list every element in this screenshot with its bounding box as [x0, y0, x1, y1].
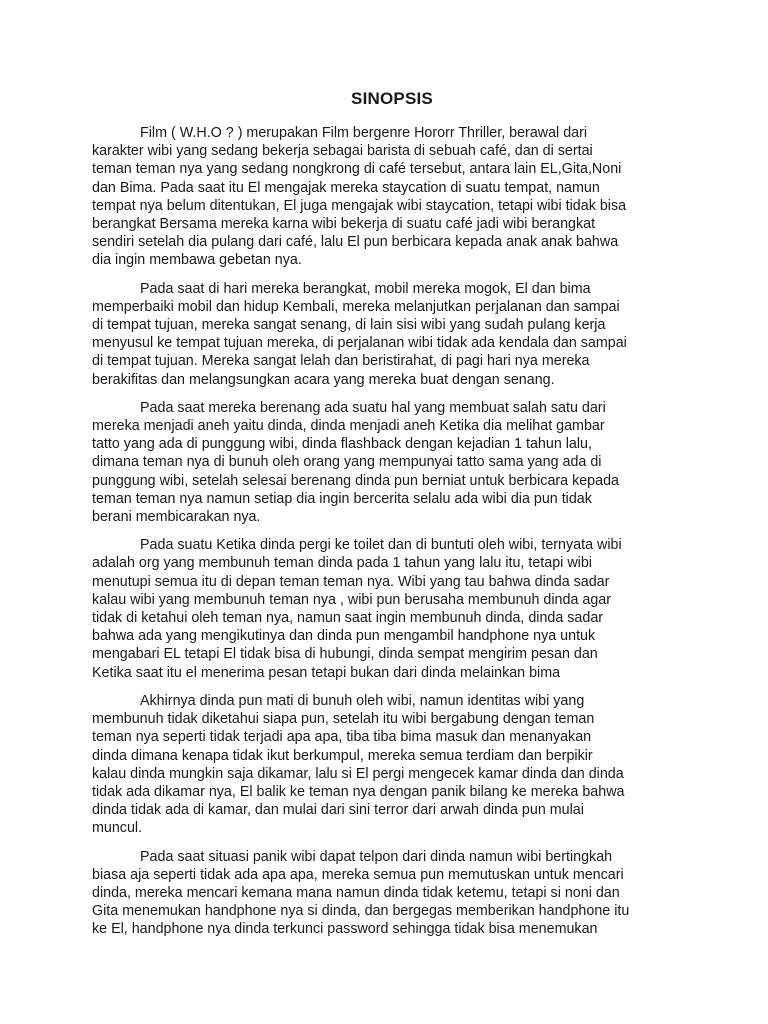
paragraph-3 — [92, 399, 692, 526]
text-line: Pada saat di hari mereka berangkat, mobil mereka mogok, El dan bima — [140, 280, 591, 297]
text-line: bahwa ada yang mengikutinya dan dinda pun mengambil handphone nya untuk — [92, 628, 596, 645]
paragraph-2 — [92, 280, 692, 389]
document-page — [92, 88, 692, 949]
page-title: SINOPSIS — [351, 89, 433, 108]
text-line: dinda dimana kenapa tidak ikut berkumpul, mereka semua terdiam dan berpikir — [92, 747, 593, 764]
text-line: teman teman nya yang sedang nongkrong di café tersebut, antara lain EL,Gita,Noni — [92, 161, 622, 178]
text-line: Gita menemukan handphone nya si dinda, dan bergegas memberikan handphone itu — [92, 903, 630, 920]
text-line: Akhirnya dinda pun mati di bunuh oleh wibi, namun identitas wibi yang — [140, 692, 585, 709]
text-line: mereka menjadi aneh yaitu dinda, dinda menjadi aneh Ketika dia melihat gambar — [92, 418, 605, 435]
paragraph-5 — [92, 692, 692, 838]
text-line: dimana teman nya di bunuh oleh orang yang mempunyai tatto sama yang ada di — [92, 454, 602, 471]
text-line: teman nya seperti tidak terjadi apa apa, tiba tiba bima masuk dan menanyakan — [92, 729, 592, 746]
paragraph-4 — [92, 536, 692, 682]
text-line: tidak ada dikamar nya, El balik ke teman nya dengan panik bilang ke mereka bahwa — [92, 783, 625, 800]
text-line: dinda tidak ada di kamar, dan mulai dari sini terror dari arwah dinda pun mulai — [92, 802, 584, 819]
text-line: di tempat tujuan, mereka sangat senang, di lain sisi wibi yang sudah pulang kerja — [92, 317, 606, 334]
text-line: mengabari EL tetapi El tidak bisa di hubungi, dinda sempat mengirim pesan dan — [92, 646, 598, 663]
text-line: di tempat tujuan. Mereka sangat lelah dan beristirahat, di pagi hari nya mereka — [92, 353, 590, 370]
text-line: biasa aja seperti tidak ada apa apa, mereka semua pun memutuskan untuk mencari — [92, 866, 624, 883]
text-line: sendiri setelah dia pulang dari café, lalu El pun berbicara kepada anak anak bahwa — [92, 234, 619, 251]
text-line: teman teman nya namun setiap dia ingin bercerita selalu ada wibi dia pun tidak — [92, 490, 592, 507]
text-line: menyusul ke tempat tujuan mereka, di perjalanan wibi tidak ada kendala dan sampai — [92, 335, 627, 352]
text-line: kalau wibi yang membunuh teman nya , wibi pun berusaha membunuh dinda agar — [92, 591, 611, 608]
paragraph-1 — [92, 124, 692, 270]
text-line: tidak di ketahui oleh teman nya, namun saat ingin membunuh dinda, dinda sadar — [92, 610, 604, 627]
text-line: Pada suatu Ketika dinda pergi ke toilet dan di buntuti oleh wibi, ternyata wibi — [140, 537, 622, 554]
text-line: Ketika saat itu el menerima pesan tetapi bukan dari dinda melainkan bima — [92, 664, 561, 681]
text-line: muncul. — [92, 820, 143, 837]
text-line: dinda, mereka mencari kemana mana namun dinda tidak ketemu, tetapi si noni dan — [92, 884, 620, 901]
text-line: memperbaiki mobil dan hidup Kembali, mereka melanjutkan perjalanan dan sampai — [92, 298, 620, 315]
paragraph-6 — [92, 848, 692, 939]
text-line: Pada saat situasi panik wibi dapat telpon dari dinda namun wibi bertingkah — [140, 848, 613, 865]
text-line: membunuh tidak diketahui siapa pun, setelah itu wibi bergabung dengan teman — [92, 711, 595, 728]
text-line: menutupi semua itu di depan teman teman nya. Wibi yang tau bahwa dinda sadar — [92, 573, 610, 590]
text-line: kalau dinda mungkin saja dikamar, lalu si El pergi mengecek kamar dinda dan dinda — [92, 765, 624, 782]
text-line: Pada saat mereka berenang ada suatu hal yang membuat salah satu dari — [140, 399, 606, 416]
text-line: tempat nya belum ditentukan, El juga mengajak wibi staycation, tetapi wibi tidak bisa — [92, 197, 627, 214]
text-line: dan Bima. Pada saat itu El mengajak mereka staycation di suatu tempat, namun — [92, 179, 600, 196]
text-line: punggung wibi, setelah selesai berenang dinda pun berniat untuk berbicara kepada — [92, 472, 619, 489]
text-line: dia ingin membawa gebetan nya. — [92, 252, 302, 269]
text-line: ke El, handphone nya dinda terkunci password sehingga tidak bisa menemukan — [92, 921, 598, 938]
text-line: berakifitas dan melangsungkan acara yang mereka buat dengan senang. — [92, 371, 555, 388]
text-line: adalah org yang membunuh teman dinda pada 1 tahun yang lalu itu, tetapi wibi — [92, 555, 592, 572]
text-line: tatto yang ada di punggung wibi, dinda flashback dengan kejadian 1 tahun lalu, — [92, 436, 592, 453]
text-line: karakter wibi yang sedang bekerja sebagai barista di sebuah café, dan di sertai — [92, 143, 593, 160]
text-line: Film ( W.H.O ? ) merupakan Film bergenre Hororr Thriller, berawal dari — [140, 125, 588, 141]
text-line: berangkat Bersama mereka karna wibi bekerja di suatu café jadi wibi berangkat — [92, 216, 596, 233]
text-line: berani membicarakan nya. — [92, 509, 261, 526]
